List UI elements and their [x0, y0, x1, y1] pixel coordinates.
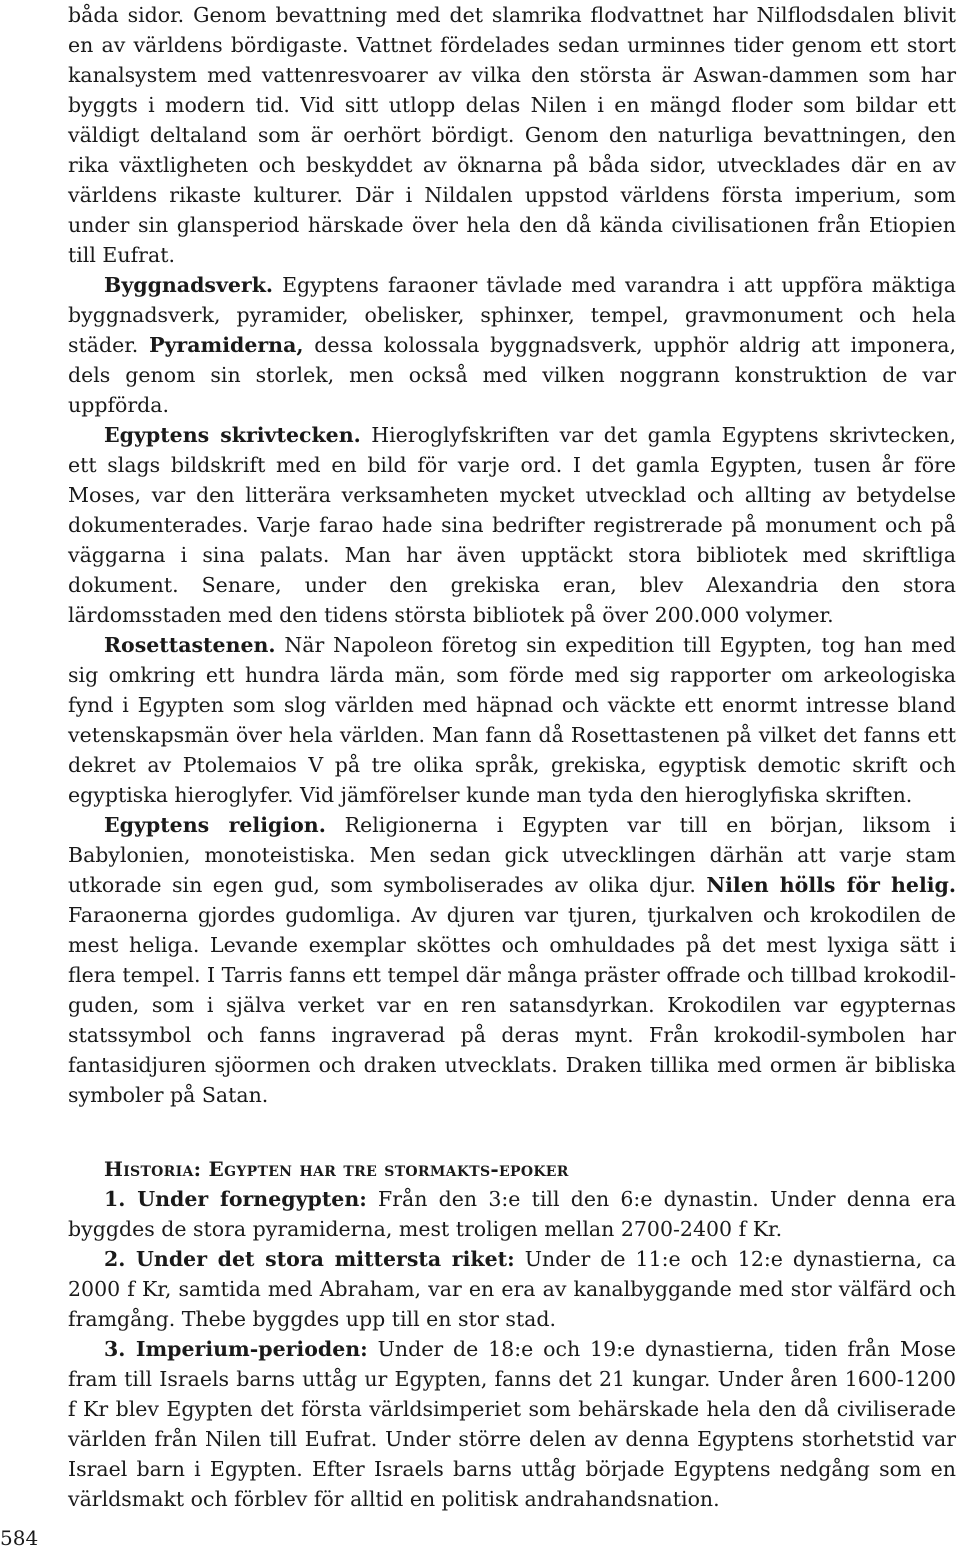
epoch-item — [68, 1244, 956, 1334]
paragraph-rosettastenen — [68, 630, 956, 810]
epoch-text: Från den 3:e till den 6:e dynastin. Under denna era byggdes de stora pyramiderna, mest troligen mellan 2700-2400 f Kr. — [68, 1187, 956, 1241]
paragraph-skrivtecken — [68, 420, 956, 630]
epoch-item — [68, 1184, 956, 1244]
paragraph-heading: Egyptens religion. — [104, 813, 326, 837]
epoch-heading: 2. Under det stora mittersta riket: — [104, 1247, 515, 1271]
document-page — [68, 0, 956, 1514]
paragraph-text: dessa kolossala byggnadsverk, upphör aldrig att imponera, dels genom sin storlek, men också med vilken noggrann konstruktion de var uppförda. — [68, 333, 956, 417]
paragraph-text: Egyptens faraoner tävlade med varandra i att uppföra mäktiga byggnadsverk, pyramider, obelisker, sphinxer, tempel, gravmonument och hela städer. — [68, 273, 956, 357]
epoch-text: Under de 18:e och 19:e dynastierna, tiden från Mose fram till Israels barns uttåg ur Egypten, fanns det 21 kungar. Under åren 1600-1200 f Kr blev Egypten det första världsimperiet som behärskade hela den då civiliserade världen från Nilen till Eufrat. Under större delen av denna Egyptens storhetstid var Israel barn i Egypten. Efter Israels barns uttåg började Egyptens nedgång som en världsmakt och förblev för alltid en politisk andrahandsnation. — [68, 1337, 957, 1511]
inline-heading: Nilen hölls för helig. — [706, 873, 956, 897]
epoch-text: Under de 11:e och 12:e dynastierna, ca 2000 f Kr, samtida med Abraham, var en era av kanalbyggande med stor välfärd och framgång. Thebe byggdes upp till en stor stad. — [68, 1247, 956, 1331]
section-heading: Historia: Egypten har tre stormakts-epoker — [104, 1157, 569, 1181]
paragraph-text: När Napoleon företog sin expedition till Egypten, tog han med sig omkring ett hundra lärda män, som förde med sig rapporter om arkeologiska fynd i Egypten som slog världen med häpnad och väckte ett enormt intresse bland vetenskapsmän över hela världen. Man fann då Rosettastenen på vilket det fanns ett dekret av Ptolemaios V på tre olika språk, grekiska, egyptisk demotic skrift och egyptiska hieroglyfer. Vid jämförelser kunde man tyda den hieroglyfiska skriften. — [68, 633, 956, 807]
paragraph-text: Hieroglyfskriften var det gamla Egyptens skrivtecken, ett slags bildskrift med en bild för varje ord. I det gamla Egypten, tusen år före Moses, var den litterära verksamheten mycket utvecklad och allting av betydelse dokumenterades. Varje farao hade sina bedrifter registrerade på monument och på väggarna i sina palats. Man har även upptäckt stora bibliotek med skriftliga dokument. Senare, under den grekiska eran, blev Alexandria den stora lärdomsstaden med den tidens största bibliotek på över 200.000 volymer. — [68, 423, 956, 627]
paragraph-heading: Egyptens skrivtecken. — [104, 423, 361, 447]
page-number: 584 — [0, 1526, 39, 1550]
paragraph-intro — [68, 0, 956, 270]
paragraph-heading: Rosettastenen. — [104, 633, 276, 657]
epoch-heading: 3. Imperium-perioden: — [104, 1337, 368, 1361]
paragraph-text: båda sidor. Genom bevattning med det slamrika flodvattnet har Nilflodsdalen blivit en av världens bördigaste. Vattnet fördelades sedan urminnes tider genom ett stort kanalsystem med vattenresvoarer av vilka den största är Aswan-dammen som har byggts i modern tid. Vid sitt utlopp delas Nilen i en mängd floder som bildar ett väldigt deltaland som är oerhört bördigt. Genom den naturliga bevattningen, den rika växtligheten och beskyddet av öknarna på båda sidor, utvecklades där en av världens rikaste kulturer. Där i Nildalen uppstod världens första imperium, som under sin glansperiod härskade över hela den då kända civilisationen från Etiopien till Eufrat. — [68, 3, 956, 267]
paragraph-text: Faraonerna gjordes gudomliga. Av djuren var tjuren, tjurkalven och krokodilen de mest heliga. Levande exemplar sköttes och omhuldades på det mest lyxiga sätt i flera tempel. I Tarris fanns ett tempel där många präster offrade och tillbad krokodil-guden, som i själva verket var en ren satansdyrkan. Krokodilen var egypternas statssymbol och fanns ingraverad på deras mynt. Från krokodil-symbolen har fantasidjuren sjöormen och draken utvecklats. Draken tillika med ormen är bibliska symboler på Satan. — [68, 903, 956, 1107]
paragraph-religion — [68, 810, 956, 1110]
paragraph-heading: Byggnadsverk. — [104, 273, 274, 297]
paragraph-byggnadsverk — [68, 270, 956, 420]
paragraph-text: Religionerna i Egypten var till en början, liksom i Babylonien, monoteistiska. Men sedan gick utvecklingen därhän att varje stam utkorade sin egen gud, som symboliserades av olika djur. — [68, 813, 956, 897]
inline-heading: Pyramiderna, — [149, 333, 304, 357]
epoch-heading: 1. Under fornegypten: — [104, 1187, 367, 1211]
epoch-item — [68, 1334, 956, 1514]
